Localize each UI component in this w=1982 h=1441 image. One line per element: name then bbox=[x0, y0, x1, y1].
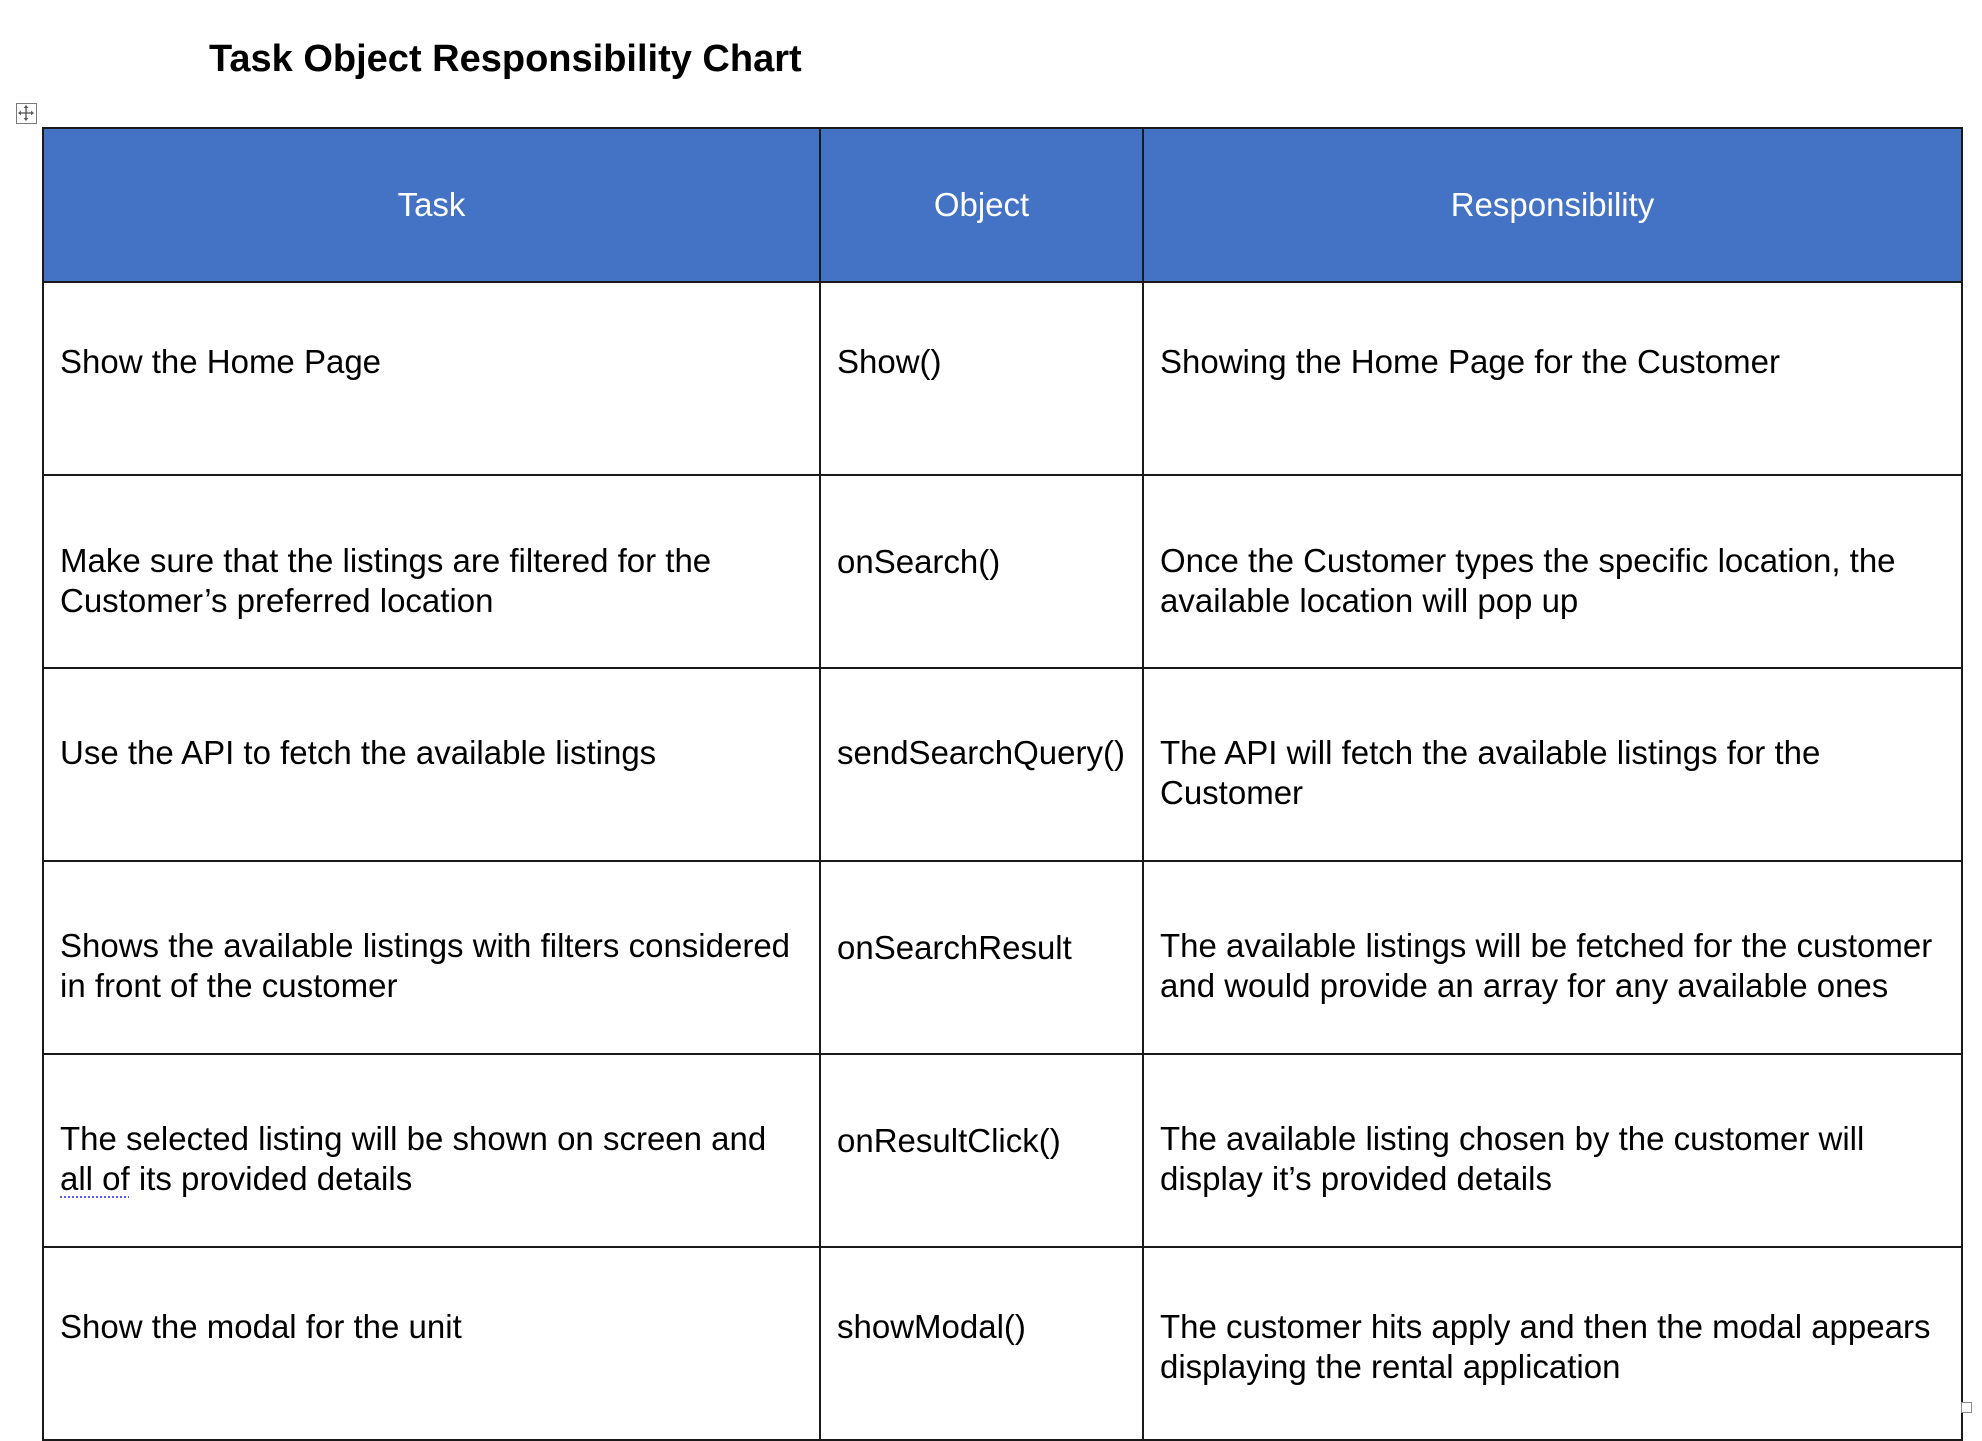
task-cell: Shows the available listings with filters considered in front of the customer bbox=[43, 861, 820, 1054]
object-cell: Show() bbox=[820, 282, 1143, 475]
responsibility-cell: The available listing chosen by the customer will display it’s provided details bbox=[1143, 1054, 1962, 1247]
responsibility-cell: The available listings will be fetched for the customer and would provide an array for any available ones bbox=[1143, 861, 1962, 1054]
header-responsibility: Responsibility bbox=[1143, 128, 1962, 282]
responsibility-table bbox=[42, 127, 1963, 1441]
page-title: Task Object Responsibility Chart bbox=[209, 38, 802, 80]
object-cell: onSearch() bbox=[820, 475, 1143, 668]
grammar-flagged-text[interactable]: all of bbox=[60, 1160, 130, 1197]
object-cell: sendSearchQuery() bbox=[820, 668, 1143, 861]
task-cell: Make sure that the listings are filtered for the Customer’s preferred location bbox=[43, 475, 820, 668]
task-cell bbox=[43, 1054, 820, 1247]
object-cell: onSearchResult bbox=[820, 861, 1143, 1054]
table-row bbox=[43, 475, 1962, 668]
task-text: The selected listing will be shown on screen and bbox=[60, 1120, 767, 1157]
responsibility-cell: The customer hits apply and then the modal appears displaying the rental application bbox=[1143, 1247, 1962, 1440]
object-cell: showModal() bbox=[820, 1247, 1143, 1440]
header-row bbox=[43, 128, 1962, 282]
responsibility-cell: Showing the Home Page for the Customer bbox=[1143, 282, 1962, 475]
responsibility-cell: Once the Customer types the specific location, the available location will pop up bbox=[1143, 475, 1962, 668]
task-cell: Show the modal for the unit bbox=[43, 1247, 820, 1440]
object-cell: onResultClick() bbox=[820, 1054, 1143, 1247]
responsibility-cell: The API will fetch the available listings for the Customer bbox=[1143, 668, 1962, 861]
table-row bbox=[43, 668, 1962, 861]
table-move-handle-icon[interactable] bbox=[16, 103, 37, 124]
table-row bbox=[43, 282, 1962, 475]
table-row bbox=[43, 1054, 1962, 1247]
table-row bbox=[43, 1247, 1962, 1440]
table-resize-handle[interactable] bbox=[1961, 1402, 1972, 1413]
task-cell: Show the Home Page bbox=[43, 282, 820, 475]
header-object: Object bbox=[820, 128, 1143, 282]
task-text: its provided details bbox=[129, 1160, 413, 1197]
header-task: Task bbox=[43, 128, 820, 282]
table-row bbox=[43, 861, 1962, 1054]
task-cell: Use the API to fetch the available listings bbox=[43, 668, 820, 861]
